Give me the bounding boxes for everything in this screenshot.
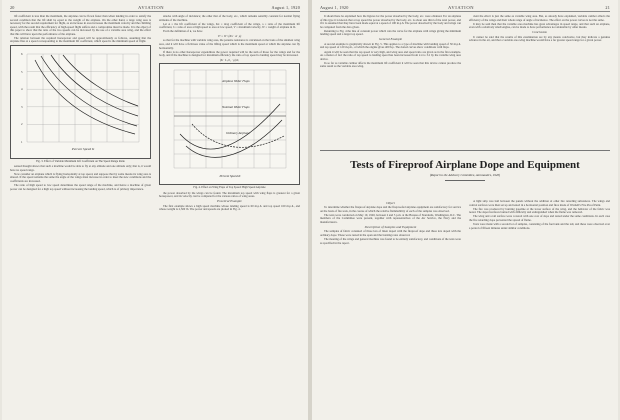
label-nominal-wider-flaps: Nominal Wider Flaps <box>222 105 250 110</box>
svg-text:3: 3 <box>21 104 23 109</box>
curve-a <box>35 60 135 134</box>
paragraph: Tests were made with a second lot of samples, consisting of the fuel tank and the tail, and these were observed over a period of fifteen minutes under similar conditions. <box>469 222 610 230</box>
figure-3 <box>10 45 151 159</box>
svg-text:4: 4 <box>21 86 23 91</box>
journal-name: AVIATION <box>448 5 475 10</box>
svg-text:6: 6 <box>21 51 23 56</box>
paragraph: the power absorbed by the wings can be found. The maximum top speed with wing flaps is greatest for a given horsepower, and its velocity can be computed for the various ratios of wing areas. <box>159 190 300 199</box>
section-heading: Practical Example <box>217 199 242 204</box>
label-ordinary-airplane: Ordinary Airplane <box>226 131 250 136</box>
paragraph: Again it will be seen that the top speed is very high, and wing area and speed ratio are given as in the first example. As a matter of fact the ratio of top speed to landing speed has been increased from 2.4 to 3.2 by the variable wing area device. <box>320 49 461 61</box>
page-number: 21 <box>605 5 610 10</box>
curve-airplane-wider-flaps <box>180 104 280 149</box>
paragraph: It should here be explained how the figures for the power absorbed by the body, etc. were obtained. For an airplane of this type it is known that at top speed the power absorbed by the body, etc. is about one third of the total power, and if it is assumed that they have been made equal at a speed of 100 m.p.h. The power absorbed by the body and wings can be computed from the data given. <box>320 15 461 29</box>
section-rule <box>320 150 610 151</box>
section-heading: Object <box>386 200 395 205</box>
paragraph: It may be said then that the variable area machine has great advantages in speed range, and that such an airplane, even with a relatively small engine, can be made to have performance not attainable by other means. <box>469 21 610 30</box>
paragraph: lift coefficient is less than the maximum, the airplane can be flown faster than when landing in order to satisfy the second condition that the lift shall be equal to the weight of the airplane. On the other hand, a large wing area is necessary for the second requirement for flight, as an increase in area increases the maximum velocity and the climbing speed, with the result that the efficiency of high-speed flight suffers and a compromise must be made. It is the object of this paper to show that the ratio of the two speeds can be increased by the use of a variable area wing, and the effect that this will have upon the performance of the airplane. <box>10 14 151 36</box>
article-title-block <box>320 150 610 183</box>
section-heading: General Example <box>378 37 403 42</box>
svg-text:5: 5 <box>21 69 23 74</box>
figure-4 <box>159 63 300 185</box>
page-number: 20 <box>10 5 15 10</box>
issue-date: August 1, 1920 <box>320 5 349 10</box>
header-rule <box>320 11 610 12</box>
curve-b <box>41 56 137 126</box>
paragraph: Returning to Fig. 4 the line of constant power which cuts the curve for the airplane with wings giving the minimum landing speed and a larger top speed. <box>320 28 461 37</box>
paragraph: The ratio of high speed to low speed determines the speed range of the machine, and hence a machine of given power can be designed for a high top speed without increasing the landing speed, which is of primary importance. <box>10 183 151 191</box>
curve-d <box>63 55 138 106</box>
paragraph: Now consider an airplane which is flying horizontally at top speed, and suppose that by some means its wing area is altered. If the speed remains the same the angle of the wings must increase in order to meet the new conditions and the coefficients are increased. <box>10 171 151 183</box>
article-subtitle: (Report to the Advisory Committee, Aeronautics, 1920) <box>429 172 501 177</box>
right-column-1 <box>320 15 461 145</box>
paragraph: Let A = the lift coefficient of the wings, Kx = drag coefficient of the wings, a = ratio of the maximum lift coefficient, b = ratio of area at high speed to area at low speed, V = maximum velocity, W = weight of airplane in lb. <box>159 21 300 30</box>
paragraph: The samples of fabric consisted of three lots of linen doped with the fireproof dope and three lots doped with the ordinary dope. These were tested in the open and the burning rates observed. <box>320 229 461 237</box>
paragraph: It cannot be said that the results of this examination are by any means conclusive, but they indicate a genuine advance in the art, and that a variable area wing machine would have a far greater speed range for a given power. <box>469 34 610 43</box>
label-airplane-wider-flaps: Airplane Wider Flaps <box>222 79 250 84</box>
issue-date: August 1, 1920 <box>271 5 300 10</box>
curve-nominal-wider-flaps <box>186 120 282 157</box>
page-left <box>2 0 308 420</box>
paragraph: If there is no other horsepower expenditure the power required will be the sum of those for the wings and for the body, and if the machine is designed for maximum efficiency the ratio of top speed to landing speed may be increased. <box>159 49 300 58</box>
figure-3-caption: Fig. 3. Effect of Variable Maximum Lift Coefficient on The Speed Range Ratio <box>36 159 125 163</box>
paragraph: To determine whether the fireproof airplane dope and the fireproofed airplane equipment are satisfactory for service on the basis of fire tests, in the course of which the relative flammability of each of the samples was observed. <box>320 205 461 213</box>
x-axis-label: Percent Speed K <box>219 174 241 179</box>
figure-3-graph <box>11 46 150 158</box>
paragraph: The wing and a tail surface were covered with one coat of dope and tested under the same conditions. In each case the fire retarding dope prevented the spread of flame. <box>469 214 610 222</box>
figure-4-caption: Fig. 4. Effect on Wing Flaps of Top Speed: High Speed Airplane <box>193 186 266 190</box>
left-column-1 <box>10 15 151 192</box>
figure-4-graph <box>160 64 299 184</box>
svg-text:2: 2 <box>21 121 23 126</box>
article-column-1 <box>320 200 461 416</box>
svg-text:1: 1 <box>21 139 23 144</box>
paragraph: The first example shows a high speed machine whose landing speed is 60 m.p.h. and top speed 160 m.p.h., and whose weight is 2,500 lb. The power and speeds are plotted in Fig. 4. <box>159 203 300 212</box>
paragraph: In so far as variable camber affects the maximum lift coefficient it will be seen that this device cannot produce the same result as the variable area wing. <box>320 60 461 69</box>
paragraph: A second example is graphically shown in Fig. 5. This applies to a type of machine with landing speed of 50 m.p.h. and top speed of 120 m.p.h., of which the engine gives 400 h.p. The dotted curves show conditions with flaps. <box>320 41 461 50</box>
paragraph: The relation between the required horsepower and speed will be approximately as follows, assuming that the airplane flies at a speed corresponding to the maximum lift coefficient, which speed is the minimum speed of flight. <box>10 35 151 44</box>
section-heading: Description of Samples and Equipment <box>364 224 417 229</box>
section-heading: Conclusion <box>531 30 548 35</box>
paragraph: The meeting of the wings and general machine was found to be entirely satisfactory, and conditions of the tests were as specified in the report. <box>320 237 461 245</box>
page-right <box>312 0 618 420</box>
left-column-2 <box>159 15 300 212</box>
paragraph: A light strip was laid between the panels without the addition of other fire retarding substances. The wings and control surfaces were then set up and tested in a horizontal position and fires made of Wardell's Fire Proof Paint. <box>469 200 610 207</box>
paragraph: so that for the machine with variable wing area, the parasite resistance is calculated on the basis of the smallest wing area, and it will have a fictitious value of the lifting speed which is the maximum speed at which the airplane can fly horizontally. <box>159 38 300 50</box>
title-rule <box>445 180 485 181</box>
paragraph: cient the effect is just the same as variable wing area. But, as already have explained, variable camber affects the efficiency of the wings and their whole range of angle of incidence. The effect on the power curves is not the same. <box>469 15 610 22</box>
right-column-2 <box>469 15 610 145</box>
article-title-block-inner <box>320 159 610 181</box>
paragraph: attacks with angle of incidence; the other that of the body, etc., which remains sensibly constant for normal flying attitudes of the machine. <box>159 14 300 22</box>
journal-name: AVIATION <box>138 5 165 10</box>
formula: V² = W / (Kx · A · ρ) <box>217 33 242 38</box>
header-rule <box>10 11 300 12</box>
paragraph: From the definition of k, we have <box>163 29 203 34</box>
article-title: Tests of Fireproof Airplane Dope and Equipment <box>350 158 580 171</box>
paragraph: The tests were conducted on May 19, 1920, between 2 and 5 p.m. at the Bureau of Standards, Washington, D.C. The members of the Committee were present, together with representatives of the Air Service, the Navy and the manufacturers. <box>320 212 461 224</box>
paragraph: The fire was produced by burning gasoline at the lower surface of the wing, and the behavior of the fabric was noted. The doped surfaces burned with difficulty and extinguished when the flame was removed. <box>469 206 610 215</box>
x-axis-label: Percent Speed K <box>71 146 95 151</box>
paragraph: sensed thought shows that such a machine would be able to fly at any altitude and one altitude only; that is, it would have no speed range. <box>10 164 151 172</box>
formula: (K · L₁/L₂ · ρ) K, <box>219 57 240 62</box>
article-column-2 <box>469 200 610 416</box>
